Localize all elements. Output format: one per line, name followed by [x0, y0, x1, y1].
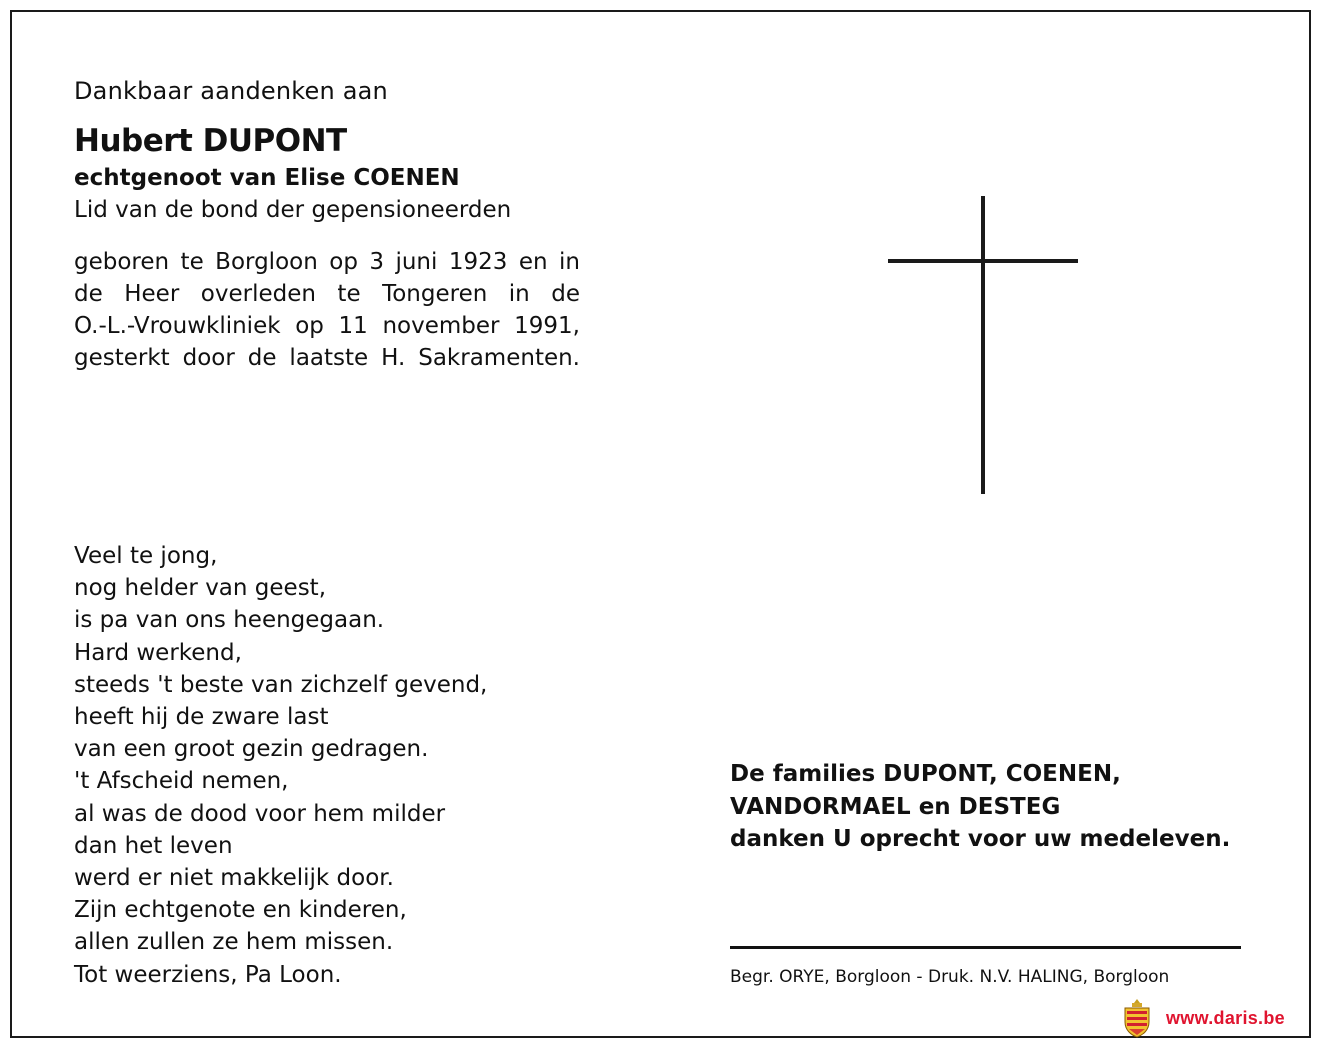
watermark-link[interactable]: www.daris.be: [1166, 1007, 1285, 1028]
poem-line: steeds 't beste van zichzelf gevend,: [74, 671, 488, 698]
membership-line: Lid van de bond der gepensioneerden: [74, 197, 512, 223]
cross-vertical-bar: [981, 196, 985, 494]
poem-line: van een groot gezin gedragen.: [74, 736, 429, 763]
coat-of-arms-icon: [1122, 998, 1152, 1038]
poem-line: nog helder van geest,: [74, 575, 327, 602]
poem-line: heeft hij de zware last: [74, 704, 329, 731]
family-thanks: [730, 758, 1230, 856]
left-panel: [74, 74, 594, 374]
poem-line: dan het leven: [74, 832, 233, 859]
bio-line: gesterkt door de laatste H. Sakramenten.: [74, 345, 580, 371]
poem-line: allen zullen ze hem missen.: [74, 929, 394, 956]
poem-line: werd er niet makkelijk door.: [74, 865, 394, 892]
deceased-name: Hubert DUPONT: [74, 123, 347, 159]
poem-line: al was de dood voor hem milder: [74, 800, 446, 827]
printer-credits: Begr. ORYE, Borgloon - Druk. N.V. HALING, Borgloon: [730, 967, 1170, 987]
thanks-line: De families DUPONT, COENEN,: [730, 761, 1121, 787]
watermark[interactable]: [1122, 996, 1285, 1040]
divider: [730, 946, 1241, 949]
cross-icon: [888, 196, 1078, 494]
poem-line: Veel te jong,: [74, 543, 218, 569]
spouse-line: echtgenoot van Elise COENEN: [74, 165, 460, 191]
poem-line: Hard werkend,: [74, 639, 242, 666]
poem-line: Tot weerziens, Pa Loon.: [74, 961, 342, 988]
bio-line: geboren te Borgloon op 3 juni 1923 en in: [74, 249, 580, 275]
biography: [74, 246, 580, 374]
poem-line: is pa van ons heengegaan.: [74, 607, 385, 634]
bio-line: de Heer overleden te Tongeren in de: [74, 281, 580, 307]
cross-horizontal-bar: [888, 259, 1078, 263]
poem: [74, 540, 487, 991]
intro-text: Dankbaar aandenken aan: [74, 77, 388, 105]
thanks-line: danken U oprecht voor uw medeleven.: [730, 826, 1231, 852]
bio-line: O.-L.-Vrouwkliniek op 11 november 1991,: [74, 313, 580, 339]
poem-line: Zijn echtgenote en kinderen,: [74, 897, 407, 924]
thanks-line: VANDORMAEL en DESTEG: [730, 793, 1061, 820]
poem-line: 't Afscheid nemen,: [74, 768, 289, 795]
